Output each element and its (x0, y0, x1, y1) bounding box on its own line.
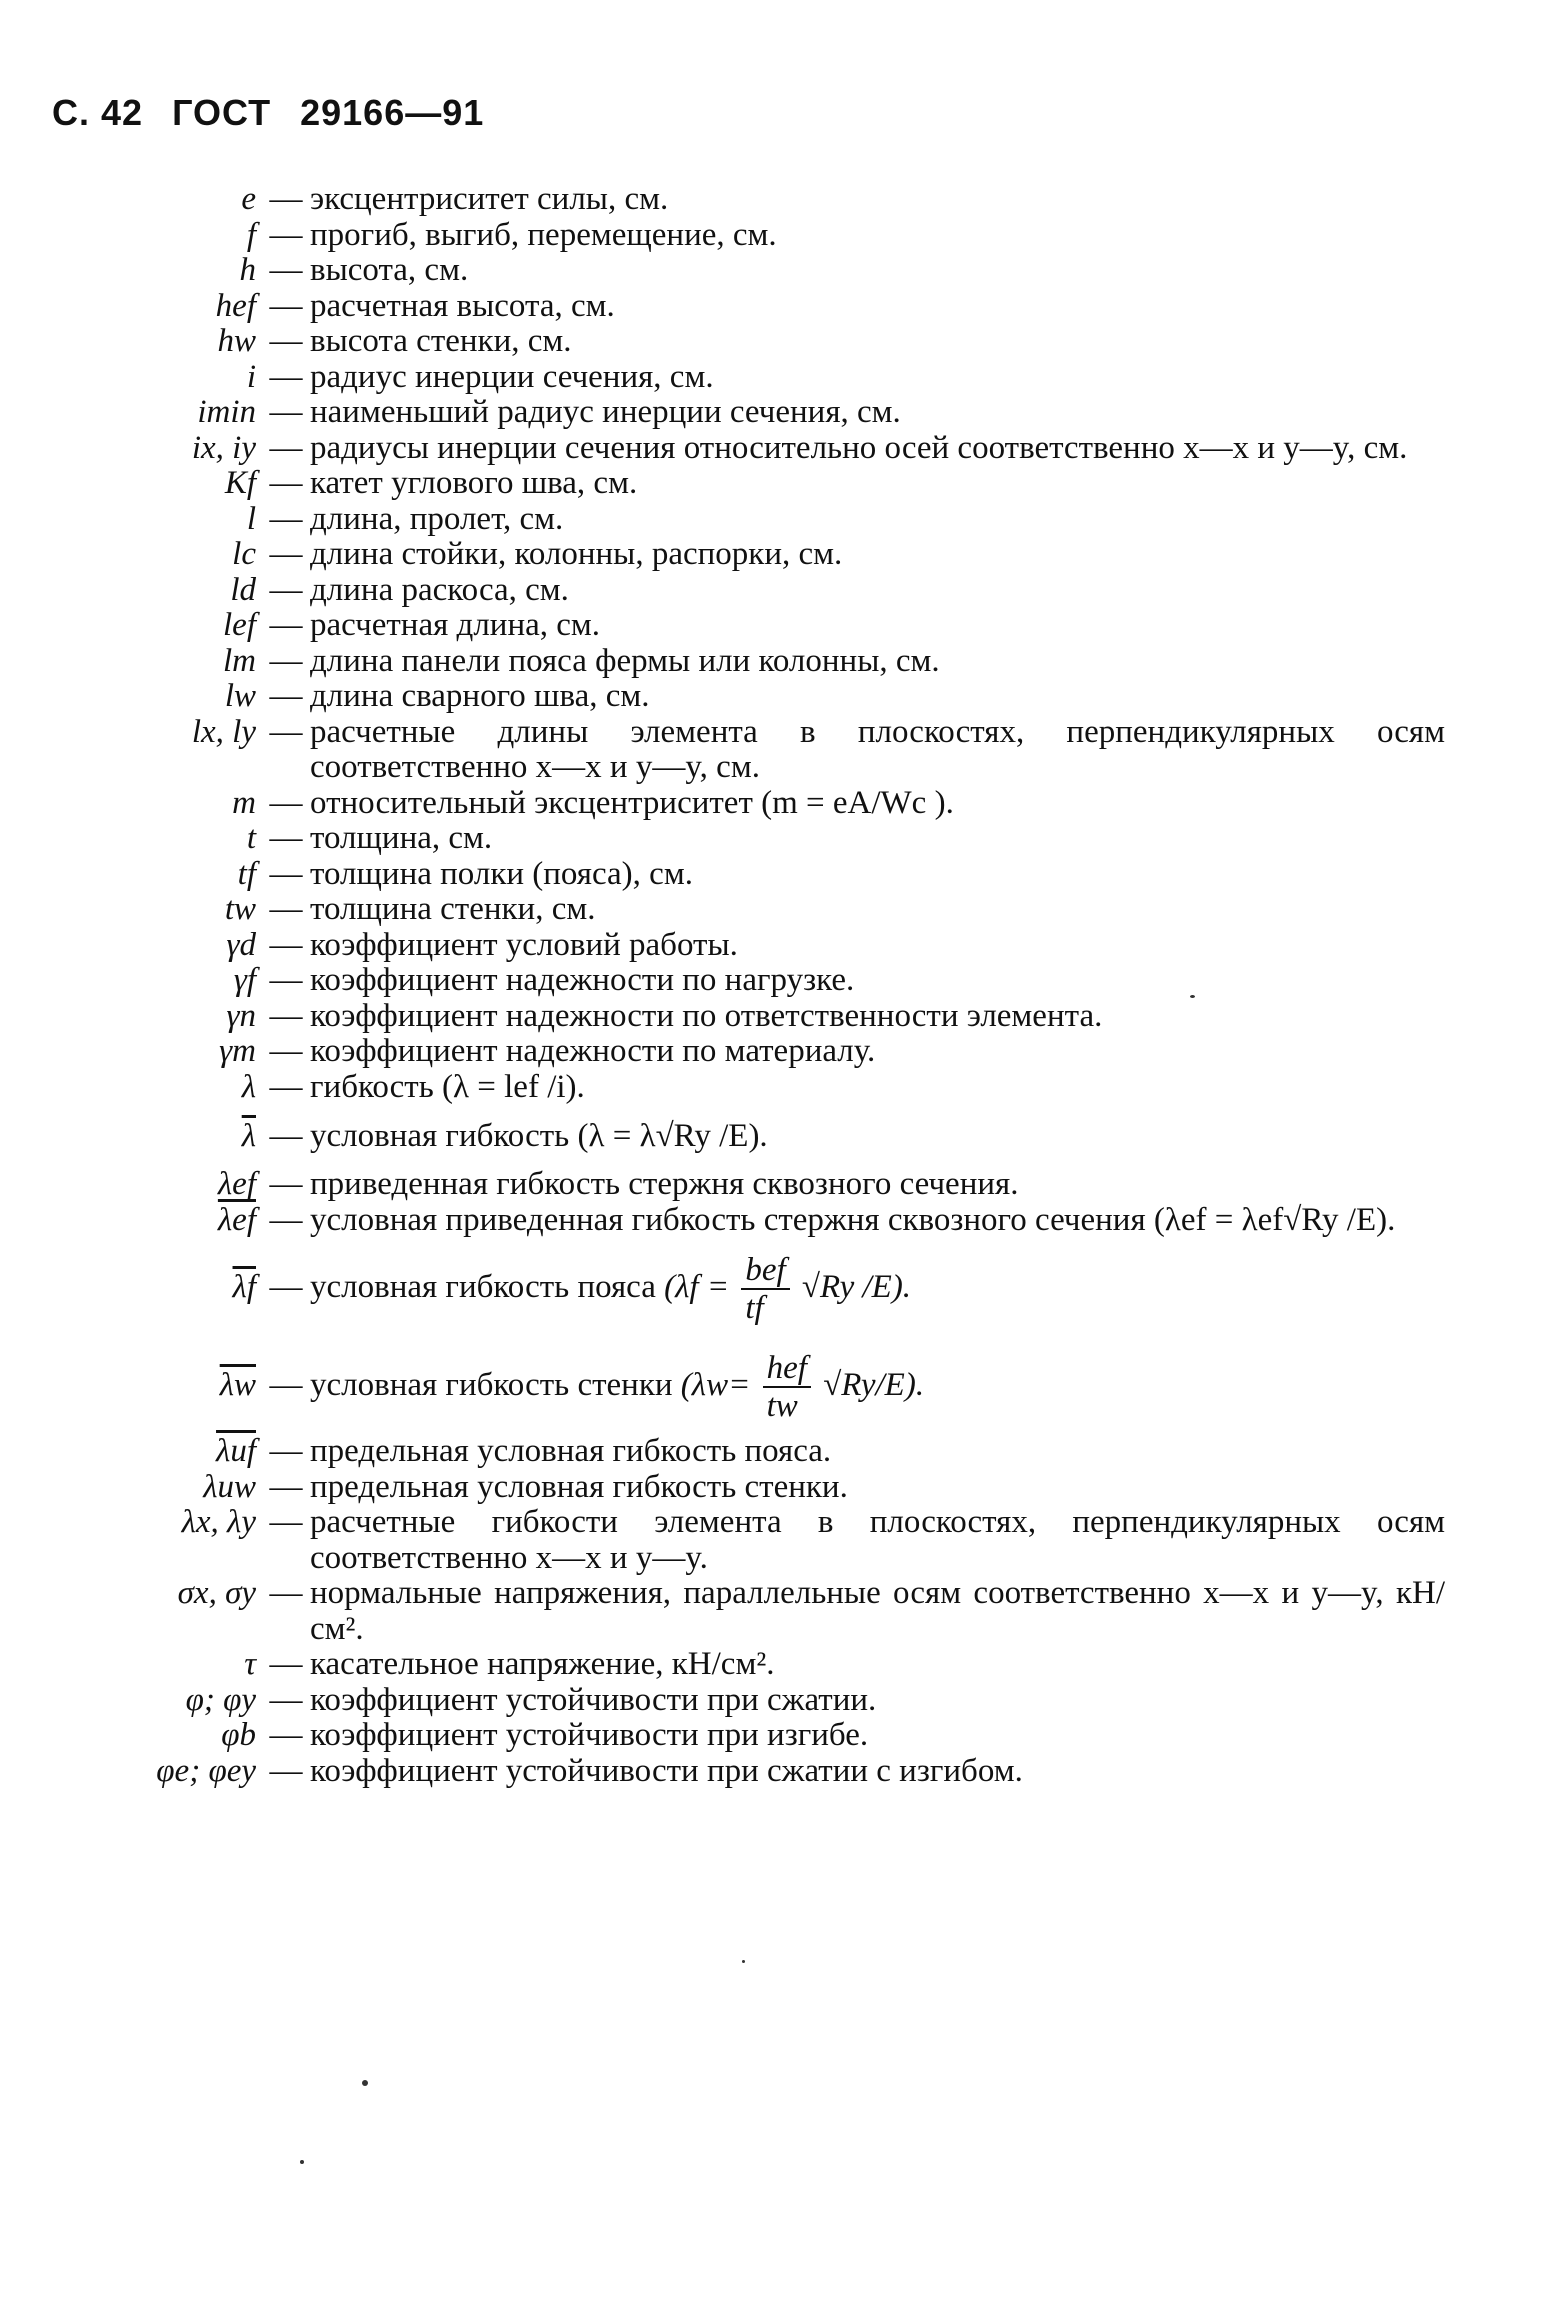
definition-entry (0, 360, 1558, 396)
dash: — (269, 536, 303, 572)
symbol: $\overline{\lambda uf}$ (216, 1433, 256, 1469)
definition-entry (0, 679, 1558, 715)
dash: — (269, 1504, 303, 1540)
dash: — (269, 1752, 303, 1789)
dash: — (269, 252, 303, 288)
dash: — (269, 997, 303, 1034)
dash: — (269, 429, 303, 466)
definition-entry (0, 1434, 1558, 1470)
dash: — (269, 465, 303, 501)
description: касательное напряжение, кН/см². (310, 1646, 775, 1682)
dash: — (269, 571, 303, 608)
scan-speck (742, 1960, 745, 1963)
fraction-denominator: tf (745, 1290, 764, 1327)
definition-entry (0, 857, 1558, 893)
description: толщина полки (пояса), см. (310, 855, 693, 892)
description: приведенная гибкость стержня сквозного сечения. (310, 1166, 1019, 1202)
description: длина панели пояса фермы или колонны, см. (310, 642, 940, 679)
dash: — (269, 1166, 303, 1202)
symbol: l (246, 500, 256, 537)
dash: — (269, 678, 303, 714)
description: коэффициент надежности по материалу. (310, 1033, 876, 1069)
definition-entry (0, 1070, 1558, 1106)
symbol: h (239, 252, 256, 288)
dash: — (269, 358, 303, 395)
dash: — (269, 1468, 303, 1505)
description: толщина стенки, см. (310, 891, 596, 927)
definition-entry (0, 715, 1558, 786)
definition-entry (0, 218, 1558, 254)
definition-entry (0, 395, 1558, 431)
symbol: φb (221, 1717, 256, 1753)
dash: — (269, 1575, 303, 1611)
symbol: i (246, 358, 256, 395)
description: радиусы инерции сечения относительно осей соответственно x—x и y—y, см. (310, 429, 1408, 466)
description-text: условная гибкость пояса (310, 1269, 656, 1305)
dash: — (269, 1118, 303, 1154)
dash: — (269, 1433, 303, 1469)
symbol: $\overline{\lambda}$ (241, 1118, 256, 1154)
symbol: φ; φy (185, 1681, 256, 1718)
formula-fraction (763, 1350, 811, 1424)
definition-entry (0, 1576, 1558, 1647)
description: коэффициент устойчивости при сжатии. (310, 1681, 877, 1718)
definition-entry (0, 289, 1558, 325)
definition-entry (0, 1034, 1558, 1070)
symbol-definitions-list (0, 182, 1558, 1789)
definition-entry (0, 999, 1558, 1035)
symbol: $\overline{\lambda ef}$ (217, 1201, 256, 1238)
fraction-numerator: hef (763, 1350, 811, 1388)
dash: — (269, 820, 303, 856)
scan-speck (362, 2080, 368, 2086)
symbol: hef (215, 287, 256, 324)
description: расчетные длины элемента в плоскостях, перпендикулярных осям соответственно x—x и y—y, см. (310, 713, 1445, 785)
dash: — (269, 1033, 303, 1069)
definition-entry (0, 1203, 1558, 1239)
definition-entry (0, 324, 1558, 360)
fraction-numerator: bef (741, 1252, 789, 1290)
description: расчетные гибкости элемента в плоскостях, перпендикулярных осям соответственно x—x и y—y. (310, 1504, 1445, 1576)
dash: — (269, 642, 303, 679)
definition-entry (0, 1470, 1558, 1506)
description: толщина, см. (310, 820, 493, 856)
symbol: $\overline{\lambda f}$ (232, 1269, 256, 1305)
dash: — (269, 1717, 303, 1753)
description: условная приведенная гибкость стержня сквозного сечения (λef = λef√Ry /E). (310, 1201, 1396, 1238)
standard-label: ГОСТ (172, 92, 272, 133)
symbol: hw (217, 323, 256, 359)
formula-fraction (741, 1252, 789, 1326)
symbol: lef (223, 607, 256, 643)
definition-entry (0, 786, 1558, 822)
symbol: λx, λy (181, 1504, 256, 1540)
symbol: Kf (224, 465, 256, 501)
dash: — (269, 891, 303, 927)
description: гибкость (λ = lef /i). (310, 1068, 585, 1105)
definition-entry (0, 1111, 1558, 1161)
symbol: γm (219, 1033, 256, 1069)
dash: — (269, 926, 303, 963)
description: относительный эксцентриситет (m = eA/Wc ). (310, 784, 954, 821)
dash: — (269, 1201, 303, 1238)
description: эксцентриситет силы, см. (310, 181, 669, 217)
scan-speck (300, 2160, 304, 2164)
symbol: γd (226, 926, 256, 963)
dash: — (269, 323, 303, 359)
description-text: условная гибкость стенки (310, 1367, 673, 1403)
description: нормальные напряжения, параллельные осям соответственно x—x и y—y, кН/см². (310, 1575, 1445, 1647)
definition-entry (0, 1718, 1558, 1754)
description: высота, см. (310, 252, 469, 288)
description: длина, пролет, см. (310, 500, 564, 537)
dash: — (269, 1367, 303, 1403)
dash: — (269, 607, 303, 643)
dash: — (269, 394, 303, 430)
dash: — (269, 181, 303, 217)
dash: — (269, 855, 303, 892)
description: наименьший радиус инерции сечения, см. (310, 394, 901, 430)
definition-entry (0, 502, 1558, 538)
scan-speck (1190, 995, 1195, 998)
symbol: τ (244, 1646, 256, 1682)
description: высота стенки, см. (310, 323, 572, 359)
definition-entry (0, 1167, 1558, 1203)
definition-entry (0, 466, 1558, 502)
dash: — (269, 962, 303, 998)
formula-lhs: (λf = (664, 1269, 730, 1305)
definition-entry (0, 1336, 1558, 1434)
symbol: ix, iy (191, 429, 256, 466)
page-header (52, 92, 502, 134)
definition-entry (0, 253, 1558, 289)
definition-entry (0, 892, 1558, 928)
description: прогиб, выгиб, перемещение, см. (310, 216, 777, 253)
symbol: m (232, 784, 256, 821)
description: длина стойки, колонны, распорки, см. (310, 536, 843, 572)
symbol: f (246, 216, 256, 253)
symbol: lw (224, 678, 256, 714)
symbol: λ (241, 1068, 256, 1105)
description: катет углового шва, см. (310, 465, 638, 501)
dash: — (269, 500, 303, 537)
description: расчетная высота, см. (310, 287, 615, 324)
definition-entry (0, 963, 1558, 999)
description: коэффициент условий работы. (310, 926, 738, 963)
symbol: e (241, 181, 256, 217)
description: длина раскоса, см. (310, 571, 569, 608)
dash: — (269, 713, 303, 750)
definition-entry (0, 537, 1558, 573)
description: длина сварного шва, см. (310, 678, 650, 714)
description: коэффициент устойчивости при сжатии с изгибом. (310, 1752, 1023, 1789)
description: предельная условная гибкость стенки. (310, 1468, 848, 1505)
dash: — (269, 216, 303, 253)
description: коэффициент надежности по нагрузке. (310, 962, 855, 998)
symbol: σx, σy (177, 1575, 256, 1611)
symbol: t (246, 820, 256, 856)
definition-entry (0, 1754, 1558, 1790)
definition-entry (0, 182, 1558, 218)
dash: — (269, 1681, 303, 1718)
symbol: lx, ly (191, 713, 256, 750)
formula-rhs: √Ry /E). (801, 1269, 912, 1305)
symbol: λuw (203, 1468, 256, 1505)
description: предельная условная гибкость пояса. (310, 1433, 832, 1469)
description (310, 1238, 1445, 1336)
description: коэффициент надежности по ответственности элемента. (310, 997, 1103, 1034)
dash: — (269, 784, 303, 821)
definition-entry (0, 928, 1558, 964)
symbol: φe; φey (156, 1752, 256, 1789)
description: условная гибкость (λ = λ√Ry /E). (310, 1118, 768, 1154)
symbol: $\overline{\lambda w}$ (219, 1367, 256, 1403)
description: расчетная длина, см. (310, 607, 601, 643)
definition-entry (0, 1505, 1558, 1576)
definition-entry (0, 608, 1558, 644)
symbol: γn (226, 997, 256, 1034)
symbol: lc (232, 536, 256, 572)
symbol: imin (197, 394, 256, 430)
definition-entry (0, 1683, 1558, 1719)
definition-entry (0, 644, 1558, 680)
symbol: λef (217, 1166, 256, 1202)
definition-entry (0, 1647, 1558, 1683)
formula-rhs: √Ry/E). (823, 1367, 925, 1403)
dash: — (269, 1269, 303, 1305)
formula-lhs: (λw= (680, 1367, 751, 1403)
dash: — (269, 1068, 303, 1105)
definition-entry (0, 1238, 1558, 1336)
dash: — (269, 287, 303, 324)
definition-entry (0, 821, 1558, 857)
symbol: γf (233, 962, 256, 998)
standard-number: 29166—91 (300, 92, 485, 133)
symbol: lm (223, 642, 256, 679)
definition-entry (0, 431, 1558, 467)
symbol: ld (230, 571, 256, 608)
symbol: tf (237, 855, 256, 892)
description (310, 1336, 1445, 1434)
fraction-denominator: tw (766, 1388, 798, 1425)
dash: — (269, 1646, 303, 1682)
description: радиус инерции сечения, см. (310, 358, 714, 395)
symbol: tw (224, 891, 256, 927)
page-number: С. 42 (52, 92, 144, 133)
definition-entry (0, 573, 1558, 609)
description: коэффициент устойчивости при изгибе. (310, 1717, 869, 1753)
